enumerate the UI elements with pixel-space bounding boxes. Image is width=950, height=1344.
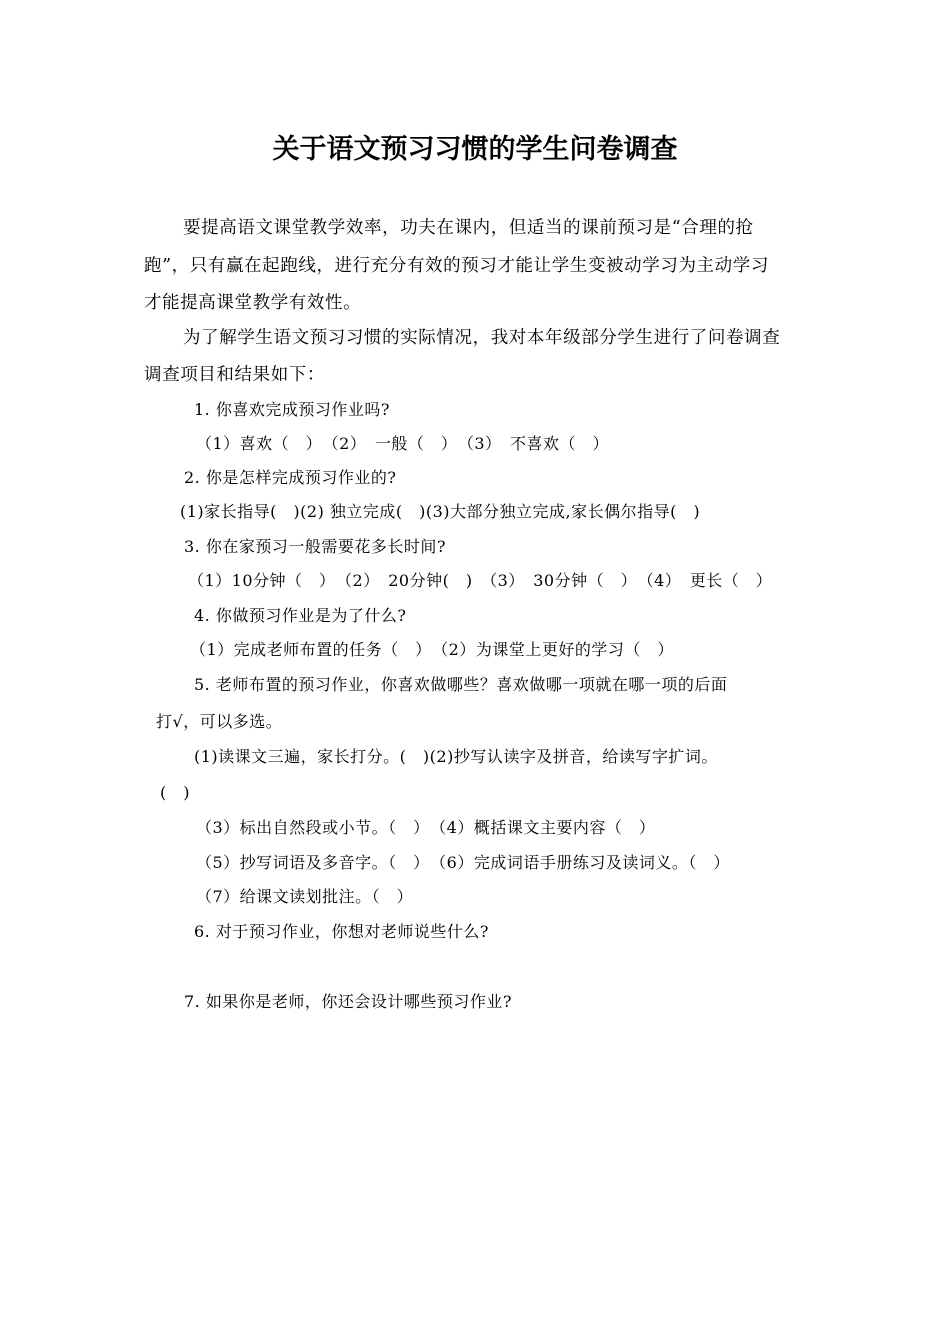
question-5-text-line-2: 打√，可以多选。 xyxy=(156,712,283,731)
question-6-text: 6. 对于预习作业，你想对老师说些什么? xyxy=(194,922,489,941)
intro-paragraph-1-line-2: 跑”，只有赢在起跑线，进行充分有效的预习才能让学生变被动学习为主动学习 xyxy=(144,256,769,276)
question-4-options: （1）完成老师布置的任务（ ） （2）为课堂上更好的学习（ ） xyxy=(190,640,674,659)
question-5-option-line-1: (1)读课文三遍，家长打分。( )(2)抄写认读字及拼音，给读写字扩词。 xyxy=(194,747,718,766)
question-4-text: 4. 你做预习作业是为了什么? xyxy=(194,606,407,625)
question-3-options: （1）10分钟（ ） （2） 20分钟( ) （3） 30分钟（ ） （4） 更长（ ） xyxy=(188,571,773,590)
intro-paragraph-2-line-1: 为了解学生语文预习习惯的实际情况，我对本年级部分学生进行了问卷调查 xyxy=(183,328,781,348)
intro-paragraph-1-line-3: 才能提高课堂教学有效性。 xyxy=(144,293,362,313)
document-title: 关于语文预习习惯的学生问卷调查 xyxy=(272,134,678,165)
question-5-option-line-3: （3）标出自然段或小节。（ ） （4）概括课文主要内容（ ） xyxy=(196,818,656,837)
question-5-option-line-4: （5）抄写词语及多音字。（ ） （6）完成词语手册练习及读词义。（ ） xyxy=(196,853,730,872)
question-2-options: (1)家长指导( )(2) 独立完成( )(3)大部分独立完成,家长偶尔指导( ) xyxy=(180,502,701,521)
question-1-text: 1. 你喜欢完成预习作业吗? xyxy=(194,400,390,419)
intro-paragraph-1-line-1: 要提高语文课堂教学效率，功夫在课内，但适当的课前预习是“合理的抢 xyxy=(183,218,754,238)
question-2-text: 2. 你是怎样完成预习作业的? xyxy=(184,468,397,487)
question-3-text: 3. 你在家预习一般需要花多长时间? xyxy=(184,537,446,556)
question-5-option-line-2: ( ) xyxy=(160,783,190,802)
question-5-option-line-5: （7）给课文读划批注。（ ） xyxy=(196,887,414,906)
question-1-options: （1）喜欢（ ） （2） 一般（ ） （3） 不喜欢（ ） xyxy=(196,434,610,453)
intro-paragraph-2-line-2: 调查项目和结果如下： xyxy=(144,365,325,385)
question-5-text-line-1: 5. 老师布置的预习作业，你喜欢做哪些？喜欢做哪一项就在哪一项的后面 xyxy=(194,675,728,694)
question-7-text: 7. 如果你是老师，你还会设计哪些预习作业? xyxy=(184,992,512,1011)
